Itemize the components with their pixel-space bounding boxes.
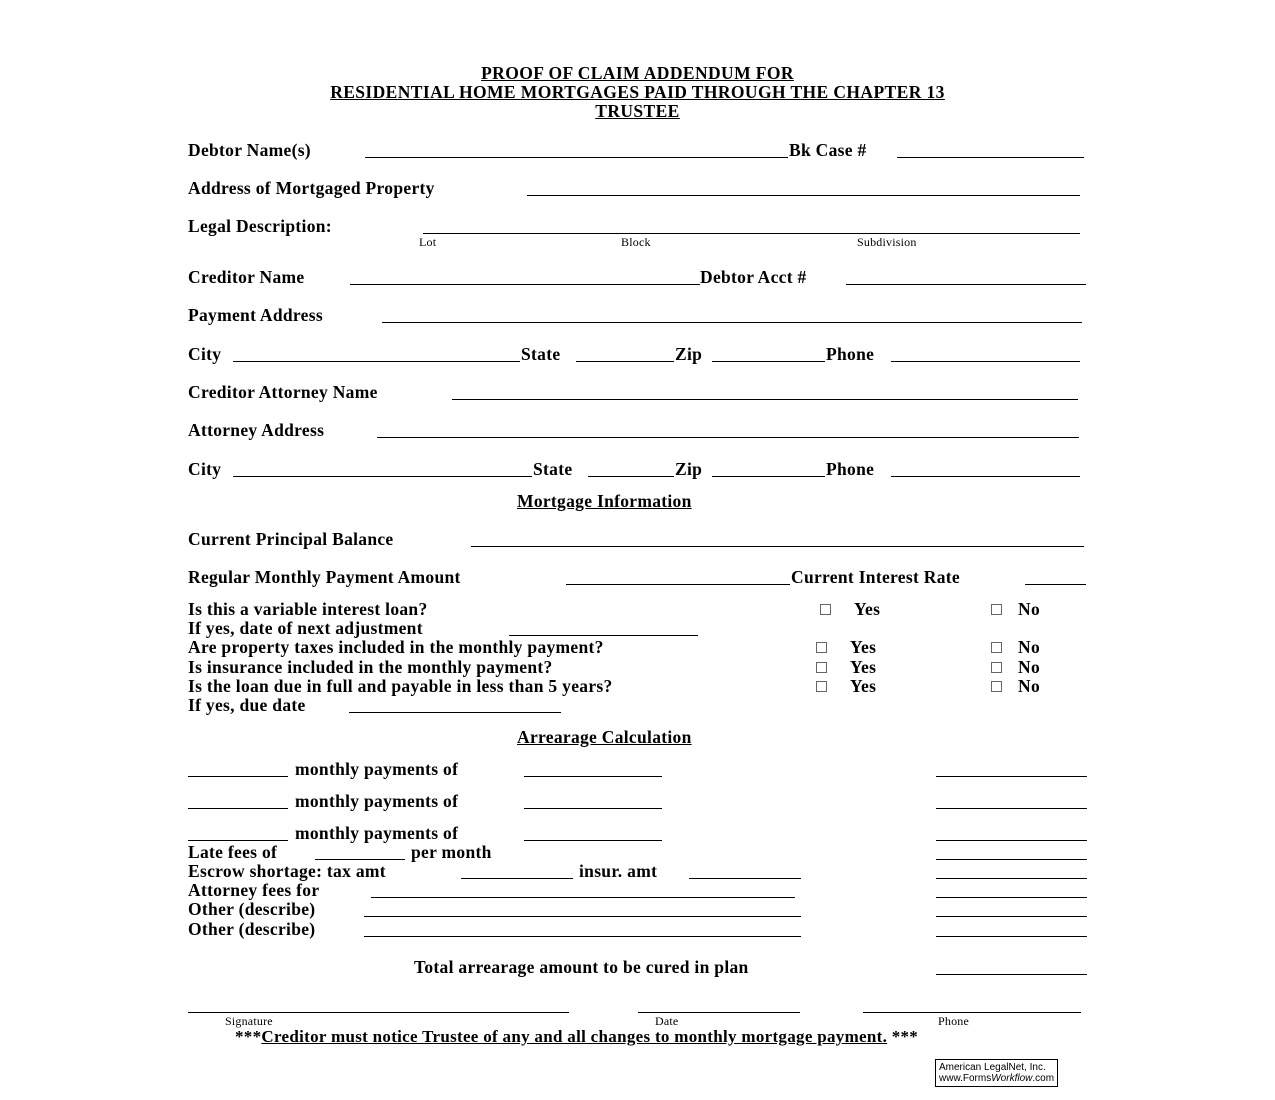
taxes-no-label: No (1018, 637, 1040, 657)
variable-loan-question: Is this a variable interest loan? (188, 599, 428, 619)
insurance-yes-checkbox[interactable] (816, 662, 827, 673)
attorney-name-label: Creditor Attorney Name (188, 382, 378, 402)
debtor-names-label: Debtor Name(s) (188, 140, 311, 160)
mortgage-info-heading: Mortgage Information (517, 491, 692, 511)
monthly-payments-of-label-2: monthly payments of (295, 791, 459, 811)
due-yes-checkbox[interactable] (816, 681, 827, 692)
creditor-zip-field[interactable] (712, 361, 825, 362)
form-title-line1: PROOF OF CLAIM ADDENDUM FOR (481, 63, 794, 83)
date-caption: Date (655, 1014, 679, 1028)
notice-message: Creditor must notice Trustee of any and all changes to monthly mortgage payment. (261, 1027, 888, 1046)
escrow-insur-field[interactable] (689, 878, 801, 879)
form-title-line3: TRUSTEE (595, 101, 680, 121)
arrearage-heading: Arrearage Calculation (517, 727, 692, 747)
attorney-state-field[interactable] (588, 476, 674, 477)
attorney-zip-field[interactable] (712, 476, 825, 477)
due-yes-label: Yes (850, 676, 877, 696)
taxes-yes-checkbox[interactable] (816, 642, 827, 653)
logo-company: American LegalNet, Inc. (939, 1062, 1046, 1073)
monthly-payment-label: Regular Monthly Payment Amount (188, 567, 461, 587)
subdivision-caption: Subdivision (857, 235, 917, 249)
debtor-acct-label: Debtor Acct # (700, 267, 807, 287)
creditor-state-field[interactable] (576, 361, 674, 362)
signature-phone-field[interactable] (863, 1012, 1081, 1013)
payments-count-field-2[interactable] (188, 808, 288, 809)
late-fees-label: Late fees of (188, 842, 278, 862)
attorney-city-field[interactable] (233, 476, 532, 477)
debtor-acct-field[interactable] (846, 284, 1086, 285)
payments-count-field-3[interactable] (188, 840, 288, 841)
monthly-payment-field[interactable] (566, 584, 790, 585)
signature-field[interactable] (188, 1012, 569, 1013)
attorney-fees-label: Attorney fees for (188, 880, 320, 900)
bk-case-field[interactable] (897, 157, 1084, 158)
signature-caption: Signature (225, 1014, 273, 1028)
payment-address-field[interactable] (382, 322, 1082, 323)
payment-amount-field-1[interactable] (524, 776, 662, 777)
row-total-field-3[interactable] (936, 840, 1087, 841)
debtor-names-field[interactable] (365, 157, 788, 158)
property-address-field[interactable] (527, 195, 1080, 196)
attorney-city-label: City (188, 459, 222, 479)
insurance-no-checkbox[interactable] (991, 662, 1002, 673)
total-arrearage-label: Total arrearage amount to be cured in plan (414, 957, 749, 977)
other-label-2: Other (describe) (188, 919, 316, 939)
creditor-city-field[interactable] (233, 361, 520, 362)
variable-yes-label: Yes (854, 599, 881, 619)
creditor-city-label: City (188, 344, 222, 364)
phone-caption: Phone (938, 1014, 969, 1028)
due-date-field[interactable] (349, 712, 561, 713)
american-legalnet-logo (935, 1059, 1058, 1087)
notice-text (235, 1027, 918, 1047)
variable-no-checkbox[interactable] (991, 604, 1002, 615)
attorney-fees-total-field[interactable] (936, 897, 1087, 898)
taxes-yes-label: Yes (850, 637, 877, 657)
attorney-address-field[interactable] (377, 437, 1079, 438)
variable-no-label: No (1018, 599, 1040, 619)
creditor-zip-label: Zip (675, 344, 703, 364)
logo-url: www.FormsWorkflow.com (939, 1073, 1055, 1084)
payment-address-label: Payment Address (188, 305, 323, 325)
legal-description-field[interactable] (423, 233, 1080, 234)
creditor-name-field[interactable] (350, 284, 700, 285)
property-address-label: Address of Mortgaged Property (188, 178, 435, 198)
taxes-no-checkbox[interactable] (991, 642, 1002, 653)
other-total-field-1[interactable] (936, 916, 1087, 917)
attorney-name-field[interactable] (452, 399, 1078, 400)
notice-stars-right: *** (887, 1027, 919, 1046)
bk-case-label: Bk Case # (789, 140, 867, 160)
due-no-checkbox[interactable] (991, 681, 1002, 692)
creditor-name-label: Creditor Name (188, 267, 305, 287)
payment-amount-field-2[interactable] (524, 808, 662, 809)
insurance-no-label: No (1018, 657, 1040, 677)
taxes-question: Are property taxes included in the monthly payment? (188, 637, 604, 657)
attorney-state-label: State (533, 459, 573, 479)
due-in-full-question: Is the loan due in full and payable in less than 5 years? (188, 676, 613, 696)
escrow-total-field[interactable] (936, 878, 1087, 879)
interest-rate-label: Current Interest Rate (791, 567, 960, 587)
attorney-zip-label: Zip (675, 459, 703, 479)
late-fees-total-field[interactable] (936, 859, 1087, 860)
form-title-line2: RESIDENTIAL HOME MORTGAGES PAID THROUGH THE CHAPTER 13 (330, 82, 945, 102)
variable-yes-checkbox[interactable] (820, 604, 831, 615)
insur-amt-label: insur. amt (579, 861, 658, 881)
interest-rate-field[interactable] (1025, 584, 1086, 585)
late-fees-field[interactable] (315, 859, 405, 860)
insurance-yes-label: Yes (850, 657, 877, 677)
payment-amount-field-3[interactable] (524, 840, 662, 841)
payments-count-field-1[interactable] (188, 776, 288, 777)
other-total-field-2[interactable] (936, 936, 1087, 937)
monthly-payments-of-label-3: monthly payments of (295, 823, 459, 843)
creditor-state-label: State (521, 344, 561, 364)
row-total-field-2[interactable] (936, 808, 1087, 809)
creditor-phone-field[interactable] (891, 361, 1080, 362)
attorney-address-label: Attorney Address (188, 420, 325, 440)
other-field-2[interactable] (364, 936, 801, 937)
signature-date-field[interactable] (638, 1012, 800, 1013)
principal-balance-field[interactable] (471, 546, 1084, 547)
other-label-1: Other (describe) (188, 899, 316, 919)
total-arrearage-field[interactable] (936, 974, 1087, 975)
next-adjustment-field[interactable] (509, 635, 698, 636)
due-no-label: No (1018, 676, 1040, 696)
notice-stars-left: *** (235, 1027, 262, 1046)
next-adjustment-label: If yes, date of next adjustment (188, 618, 423, 638)
insurance-question: Is insurance included in the monthly payment? (188, 657, 553, 677)
due-date-label: If yes, due date (188, 695, 306, 715)
attorney-phone-field[interactable] (891, 476, 1080, 477)
row-total-field-1[interactable] (936, 776, 1087, 777)
escrow-tax-field[interactable] (461, 878, 573, 879)
attorney-fees-field[interactable] (371, 897, 795, 898)
per-month-label: per month (411, 842, 492, 862)
lot-caption: Lot (419, 235, 437, 249)
escrow-shortage-label: Escrow shortage: tax amt (188, 861, 386, 881)
legal-description-label: Legal Description: (188, 216, 332, 236)
principal-balance-label: Current Principal Balance (188, 529, 394, 549)
block-caption: Block (621, 235, 651, 249)
other-field-1[interactable] (364, 916, 801, 917)
creditor-phone-label: Phone (826, 344, 875, 364)
attorney-phone-label: Phone (826, 459, 875, 479)
monthly-payments-of-label-1: monthly payments of (295, 759, 459, 779)
